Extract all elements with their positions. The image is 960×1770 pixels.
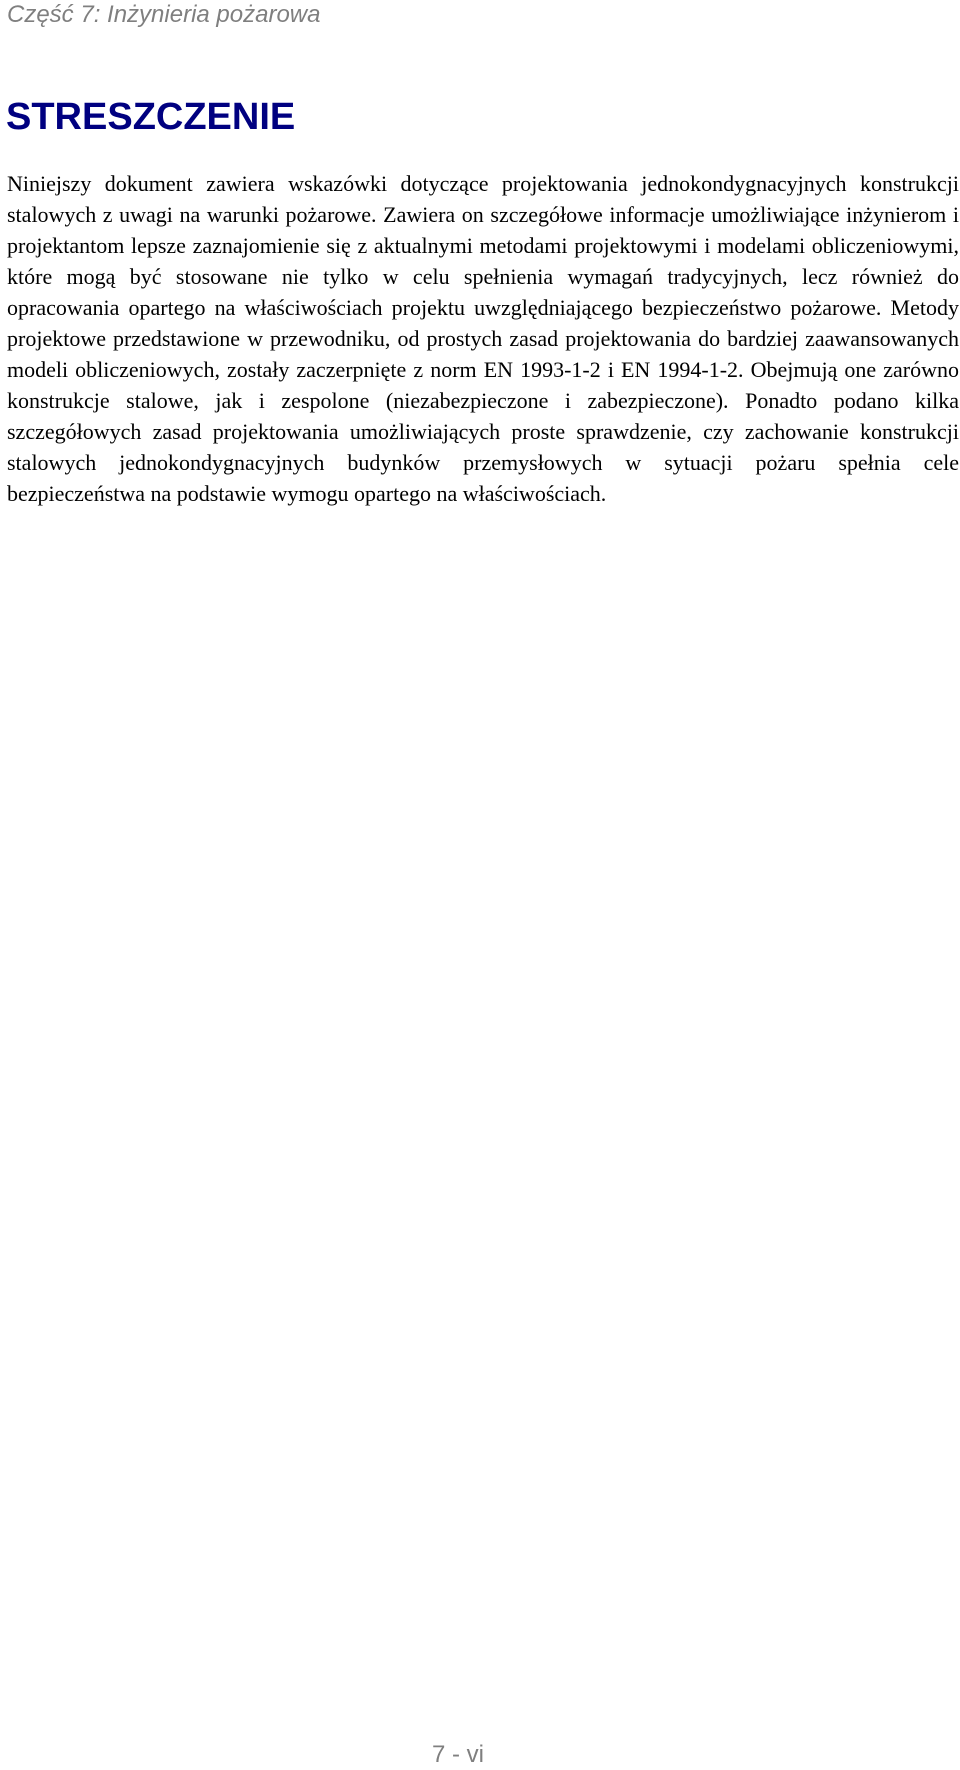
running-header: Część 7: Inżynieria pożarowa — [7, 1, 321, 28]
section-title: STRESZCZENIE — [6, 96, 296, 138]
abstract-paragraph: Niniejszy dokument zawiera wskazówki dotyczące projektowania jednokondygnacyjnych konstrukcji stalowych z uwagi na warunki pożarowe. Zawiera on szczegółowe informacje umożliwiające inżynierom i projektantom lepsze zaznajomienie się z aktualnymi metodami projektowymi i modelami obliczeniowymi, które mogą być stosowane nie tylko w celu spełnienia wymagań tradycyjnych, lecz również do opracowania opartego na właściwościach projektu uwzględniającego bezpieczeństwo pożarowe. Metody projektowe przedstawione w przewodniku, od prostych zasad projektowania do bardziej zaawansowanych modeli obliczeniowych, zostały zaczerpnięte z norm EN 1993-1-2 i EN 1994-1-2. Obejmują one zarówno konstrukcje stalowe, jak i zespolone (niezabezpieczone i zabezpieczone). Ponadto podano kilka szczegółowych zasad projektowania umożliwiających proste sprawdzenie, czy zachowanie konstrukcji stalowych jednokondygnacyjnych budynków przemysłowych w sytuacji pożaru spełnia cele bezpieczeństwa na podstawie wymogu opartego na właściwościach. — [7, 171, 959, 506]
page-number: 7 - vi — [431, 1741, 484, 1768]
